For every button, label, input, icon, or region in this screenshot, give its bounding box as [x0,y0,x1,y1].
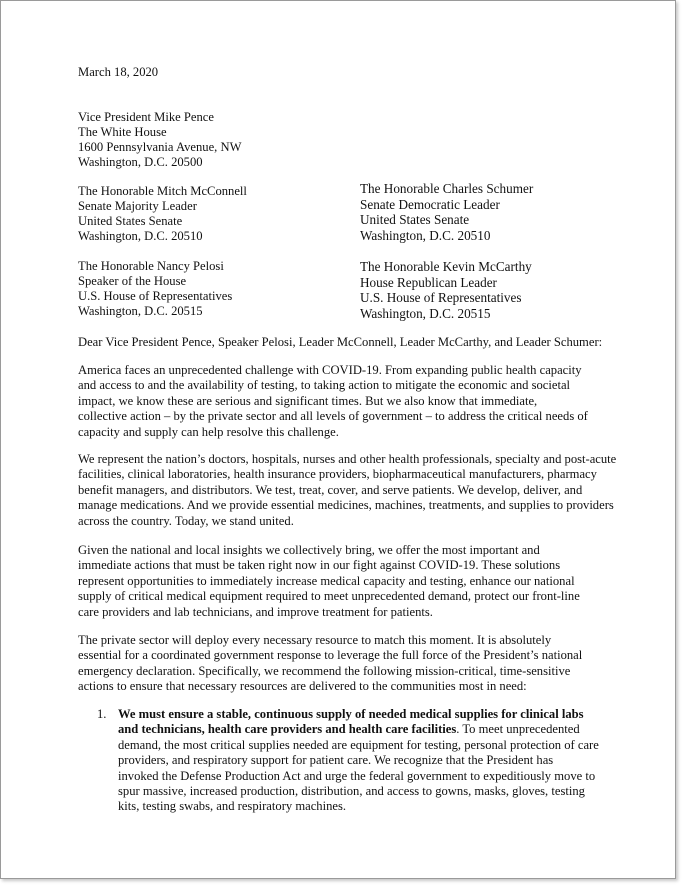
salutation: Dear Vice President Pence, Speaker Pelosi, Leader McConnell, Leader McCarthy, and Leader Schumer: [78,335,603,349]
paragraph-3 [78,543,638,620]
text-line: actions to ensure that necessary resources are delivered to the communities most in need: [78,679,527,694]
text-line: invoked the Defense Production Act and urge the federal government to expeditiously move to [118,768,596,783]
address-block-schumer [360,181,533,243]
text-line: essential for a coordinated government response to leverage the full force of the President’s national [78,648,583,663]
address-line: The Honorable Nancy Pelosi [78,259,224,273]
list-number: 1. [97,707,107,721]
text-line [118,722,638,737]
address-block-pelosi [78,259,232,319]
text-line: impact, we know these are serious and significant times. But we also know that immediate, [78,393,538,408]
address-line: United States Senate [360,212,470,228]
address-line: Washington, D.C. 20500 [78,155,203,169]
paragraph-1 [78,363,638,440]
address-block-mcconnell [78,184,247,244]
text-line: immediate actions that must be taken right now in our fight against COVID-19. These solutions [78,558,561,573]
text-line: demand, the most critical supplies needed are equipment for testing, personal protection of care [118,737,599,752]
address-line: The White House [78,125,167,139]
text-run: . To meet unprecedented [456,722,580,737]
address-line: Washington, D.C. 20515 [78,304,203,318]
text-line: represent opportunities to immediately increase medical capacity and testing, enhance our national [78,573,575,588]
address-block-pence [78,110,241,170]
text-line: America faces an unprecedented challenge with COVID-19. From expanding public health capacity [78,363,582,377]
list-item-1 [118,707,638,815]
address-line: Washington, D.C. 20510 [78,229,203,243]
address-line: House Republican Leader [360,274,497,290]
text-line: The private sector will deploy every necessary resource to match this moment. It is absolutely [78,633,552,647]
text-line: We represent the nation’s doctors, hospitals, nurses and other health professionals, specialty and post-acute [78,452,617,466]
text-line: facilities, clinical laboratories, health insurance providers, biopharmaceutical manufacturers, pharmacy [78,467,597,482]
address-line: Speaker of the House [78,274,187,288]
text-line: capacity and supply can help resolve this challenge. [78,424,339,439]
paragraph-2 [78,452,638,529]
bold-text: We must ensure a stable, continuous supply of needed medical supplies for clinical labs [118,707,584,721]
text-line: care providers and lab technicians, and improve treatment for patients. [78,604,433,619]
address-line: Washington, D.C. 20510 [360,227,491,243]
text-line: across the country. Today, we stand united. [78,513,294,528]
text-line: providers, and respiratory support for patient care. We recognize that the President has [118,753,554,768]
address-line: The Honorable Kevin McCarthy [360,259,532,274]
address-line: Washington, D.C. 20515 [360,305,491,321]
paragraph-4 [78,633,638,695]
address-line: U.S. House of Representatives [360,290,522,306]
address-line: Vice President Mike Pence [78,110,214,124]
address-line: The Honorable Mitch McConnell [78,184,247,198]
address-line: Senate Majority Leader [78,199,197,213]
text-line: emergency declaration. Specifically, we recommend the following mission-critical, time-sensitive [78,663,571,678]
text-line: Given the national and local insights we collectively bring, we offer the most important and [78,543,540,557]
text-line: benefit managers, and distributors. We test, treat, cover, and serve patients. We develop, deliver, and [78,482,583,497]
text-line: collective action – by the private sector and all levels of government – to address the critical needs of [78,409,588,424]
text-line [118,707,638,722]
address-line: 1600 Pennsylvania Avenue, NW [78,140,242,154]
text-line: spur massive, increased production, distribution, and access to gowns, masks, gloves, testing [118,784,585,799]
bold-text: and technicians, health care providers and health care facilities [118,722,457,737]
text-line: and access to and the availability of testing, to taking action to mitigate the economic and societal [78,378,571,393]
text-line: supply of critical medical equipment required to meet unprecedented demand, protect our front-line [78,589,580,604]
address-line: United States Senate [78,214,183,228]
address-line: Senate Democratic Leader [360,196,500,212]
address-line: The Honorable Charles Schumer [360,181,534,196]
address-line: U.S. House of Representatives [78,289,233,303]
letter-date: March 18, 2020 [78,65,159,79]
text-line: kits, testing swabs, and respiratory machines. [118,799,347,814]
text-line: manage medications. And we provide essential medicines, machines, treatments, and supplies to providers [78,498,614,513]
address-block-mccarthy [360,259,532,321]
